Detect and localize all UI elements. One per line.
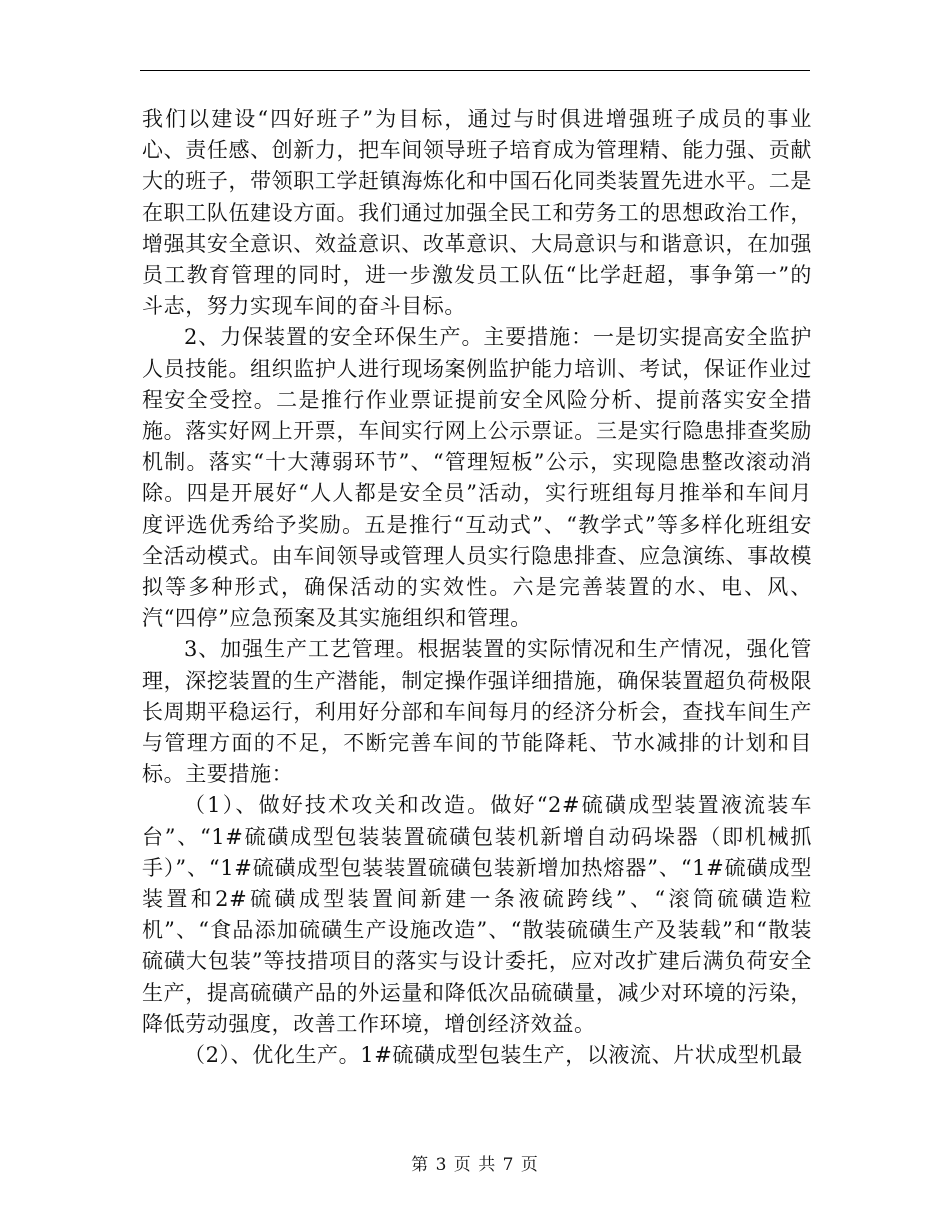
document-body [142,104,812,1071]
page-number-footer: 第 3 页 共 7 页 [411,1155,539,1175]
header-rule [140,70,810,71]
paragraph-safety-production: 2、力保装置的安全环保生产。主要措施：一是切实提高安全监护人员技能。组织监护人进行现场案例监护能力培训、考试，保证作业过程安全受控。二是推行作业票证提前安全风险分析、提前落实安全措施。落实好网上开票，车间实行网上公示票证。三是实行隐患排查奖励机制。落实“十大薄弱环节”、“管理短板”公示，实现隐患整改滚动消除。四是开展好“人人都是安全员”活动，实行班组每月推举和车间月度评选优秀给予奖励。五是推行“互动式”、“教学式”等多样化班组安全活动模式。由车间领导或管理人员实行隐患排查、应急演练、事故模拟等多种形式，确保活动的实效性。六是完善装置的水、电、风、汽“四停”应急预案及其实施组织和管理。 [142,325,812,631]
paragraph-process-management: 3、加强生产工艺管理。根据装置的实际情况和生产情况，强化管理，深挖装置的生产潜能，制定操作强详细措施，确保装置超负荷极限长周期平稳运行，利用好分部和车间每月的经济分析会，查找车间生产与管理方面的不足，不断完善车间的节能降耗、节水减排的计划和目标。主要措施： [142,637,812,787]
paragraph-continuation: 我们以建设“四好班子”为目标，通过与时俱进增强班子成员的事业心、责任感、创新力，把车间领导班子培育成为管理精、能力强、贡献大的班子，带领职工学赶镇海炼化和中国石化同类装置先进水平。二是在职工队伍建设方面。我们通过加强全民工和劳务工的思想政治工作，增强其安全意识、效益意识、改革意识、大局意识与和谐意识，在加强员工教育管理的同时，进一步激发员工队伍“比学赶超，事争第一”的斗志，努力实现车间的奋斗目标。 [142,107,812,319]
paragraph-technical-reform: （1）、做好技术攻关和改造。做好“2#硫磺成型装置液流装车台”、“1#硫磺成型包装装置硫磺包装机新增自动码垛器（即机械抓手）”、“1#硫磺成型包装装置硫磺包装新增加热熔器”、“1#硫磺成型装置和2#硫磺成型装置间新建一条液硫跨线”、“滚筒硫磺造粒机”、“食品添加硫磺生产设施改造”、“散装硫磺生产及装载”和“散装硫磺大包装”等技措项目的落实与设计委托，应对改扩建后满负荷安全生产，提高硫磺产品的外运量和降低次品硫磺量，减少对环境的污染，降低劳动强度，改善工作环境，增创经济效益。 [142,793,812,1036]
paragraph-optimize-production: （2）、优化生产。1#硫磺成型包装生产，以液流、片状成型机最 [184,1043,803,1068]
